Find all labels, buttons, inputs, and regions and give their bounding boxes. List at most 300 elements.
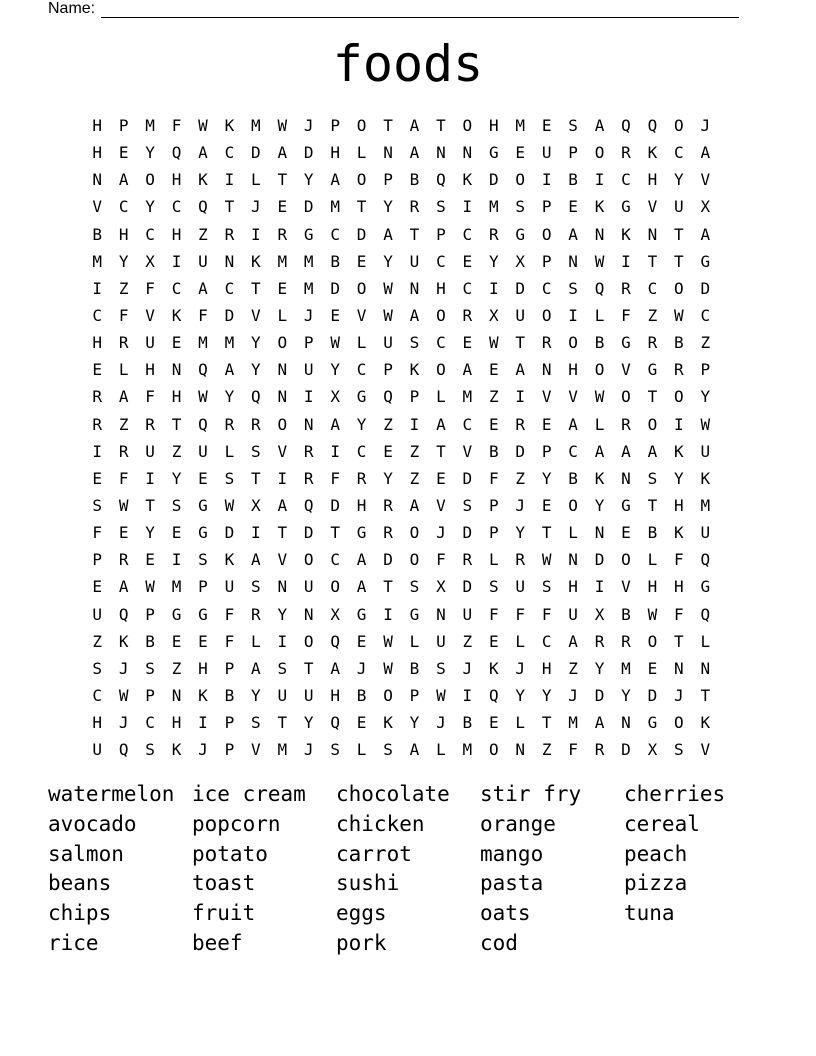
grid-letter: N xyxy=(462,143,473,163)
grid-letter: X xyxy=(700,197,711,217)
grid-letter: O xyxy=(383,685,393,705)
word-bank-item: oats xyxy=(480,901,531,926)
grid-letter: J xyxy=(436,713,446,733)
grid-letter: E xyxy=(488,414,499,434)
grid-letter: V xyxy=(462,441,473,461)
grid-letter: O xyxy=(647,631,658,651)
grid-letter: C xyxy=(462,278,473,298)
grid-letter: M xyxy=(462,387,473,407)
grid-letter: Y xyxy=(594,495,605,515)
grid-letter: X xyxy=(436,577,446,597)
grid-letter: L xyxy=(356,143,367,163)
grid-letter: D xyxy=(303,143,314,163)
word-bank-item: chips xyxy=(48,901,112,926)
grid-letter: J xyxy=(198,740,208,760)
grid-letter: I xyxy=(251,523,261,543)
grid-letter: B xyxy=(356,685,367,705)
grid-letter: C xyxy=(171,197,182,217)
grid-letter: U xyxy=(515,305,526,325)
grid-letter: C xyxy=(171,278,182,298)
grid-letter: M xyxy=(171,577,182,597)
grid-letter: S xyxy=(515,197,526,217)
grid-letter: T xyxy=(145,495,155,515)
word-bank-item: avocado xyxy=(48,811,137,836)
grid-letter: D xyxy=(330,495,340,515)
grid-letter: I xyxy=(224,170,235,190)
grid-letter: A xyxy=(700,143,711,163)
grid-letter: N xyxy=(383,143,393,163)
grid-row xyxy=(84,302,719,329)
word-bank-item: watermelon xyxy=(48,782,175,806)
grid-letter: Y xyxy=(251,333,261,353)
grid-letter: R xyxy=(462,550,473,570)
grid-letter: N xyxy=(171,685,182,705)
grid-letter: C xyxy=(145,224,155,244)
grid-letter: F xyxy=(198,305,208,325)
grid-letter: C xyxy=(541,631,552,651)
grid-letter: T xyxy=(383,577,393,597)
grid-letter: K xyxy=(700,713,711,733)
grid-letter: Z xyxy=(118,278,129,298)
grid-letter: L xyxy=(224,441,235,461)
grid-letter: M xyxy=(515,116,526,135)
grid-letter: O xyxy=(303,631,314,651)
grid-letter: L xyxy=(647,550,658,570)
grid-letter: N xyxy=(436,143,446,163)
grid-letter: N xyxy=(303,414,314,434)
grid-letter: R xyxy=(383,495,393,515)
grid-letter: S xyxy=(462,495,473,515)
grid-letter: P xyxy=(488,495,499,515)
grid-letter: F xyxy=(436,550,446,570)
grid-letter: S xyxy=(409,577,420,597)
grid-letter: R xyxy=(621,414,631,434)
grid-letter: O xyxy=(621,550,631,570)
grid-letter: B xyxy=(674,333,684,353)
grid-letter: N xyxy=(92,170,103,190)
grid-letter: Y xyxy=(277,604,288,624)
grid-letter: E xyxy=(515,143,526,163)
grid-letter: O xyxy=(621,387,631,407)
grid-letter: T xyxy=(303,658,314,678)
word-bank-item: rice xyxy=(48,930,99,955)
grid-letter: B xyxy=(330,251,340,271)
grid-letter: B xyxy=(568,468,578,488)
grid-letter: C xyxy=(436,333,446,353)
grid-letter: O xyxy=(541,224,552,244)
grid-letter: O xyxy=(356,116,367,135)
grid-letter: E xyxy=(171,523,182,543)
grid-letter: L xyxy=(568,523,578,543)
grid-letter: C xyxy=(330,224,340,244)
grid-letter: K xyxy=(198,170,208,190)
grid-letter: O xyxy=(436,360,446,380)
grid-letter: P xyxy=(568,143,578,163)
grid-letter: D xyxy=(700,278,711,298)
grid-letter: F xyxy=(92,523,103,543)
grid-letter: K xyxy=(198,685,208,705)
grid-letter: K xyxy=(674,523,684,543)
grid-letter: Z xyxy=(171,441,182,461)
grid-letter: O xyxy=(356,170,367,190)
grid-letter: H xyxy=(92,143,103,163)
grid-letter: Z xyxy=(383,414,393,434)
grid-letter: P xyxy=(409,685,420,705)
grid-letter: X xyxy=(251,495,261,515)
grid-letter: B xyxy=(621,604,631,624)
grid-letter: L xyxy=(515,713,526,733)
grid-letter: U xyxy=(383,333,393,353)
grid-letter: B xyxy=(594,333,605,353)
grid-letter: Y xyxy=(515,523,526,543)
grid-letter: U xyxy=(409,251,420,271)
grid-letter: D xyxy=(515,441,526,461)
grid-letter: Y xyxy=(145,197,155,217)
grid-letter: X xyxy=(647,740,658,760)
grid-letter: L xyxy=(594,305,605,325)
grid-letter: E xyxy=(356,251,367,271)
grid-letter: R xyxy=(277,224,288,244)
word-bank-item: pizza xyxy=(624,871,688,896)
grid-letter: V xyxy=(145,305,155,325)
grid-letter: Y xyxy=(621,685,631,705)
grid-letter: R xyxy=(541,333,552,353)
grid-letter: C xyxy=(621,170,631,190)
word-bank-item: fruit xyxy=(192,901,256,926)
grid-letter: E xyxy=(92,577,103,597)
grid-letter: T xyxy=(674,251,684,271)
grid-row xyxy=(84,383,719,410)
word-bank-item: pasta xyxy=(480,871,544,896)
grid-letter: U xyxy=(462,604,473,624)
grid-letter: M xyxy=(303,251,314,271)
name-row xyxy=(48,0,739,18)
grid-letter: K xyxy=(224,550,235,570)
grid-letter: Y xyxy=(541,468,552,488)
grid-letter: W xyxy=(198,387,208,407)
grid-letter: G xyxy=(198,495,208,515)
grid-letter: N xyxy=(515,740,526,760)
grid-letter: R xyxy=(251,414,261,434)
grid-letter: P xyxy=(541,251,552,271)
grid-letter: W xyxy=(674,305,684,325)
grid-letter: O xyxy=(488,740,499,760)
grid-letter: Q xyxy=(198,414,208,434)
grid-letter: U xyxy=(700,523,711,543)
word-bank-item: ice cream xyxy=(192,782,306,806)
grid-letter: H xyxy=(92,333,103,353)
grid-letter: Q xyxy=(621,116,631,135)
grid-letter: P xyxy=(488,523,499,543)
grid-letter: N xyxy=(621,713,631,733)
grid-letter: K xyxy=(171,305,182,325)
grid-letter: R xyxy=(515,550,526,570)
grid-letter: O xyxy=(145,170,155,190)
grid-letter: A xyxy=(118,170,129,190)
grid-letter: F xyxy=(488,468,499,488)
grid-letter: W xyxy=(224,495,235,515)
grid-letter: O xyxy=(568,495,578,515)
grid-letter: F xyxy=(515,604,526,624)
grid-letter: Q xyxy=(303,495,314,515)
grid-letter: N xyxy=(594,224,605,244)
grid-letter: A xyxy=(251,658,261,678)
grid-letter: K xyxy=(462,170,473,190)
grid-letter: D xyxy=(330,278,340,298)
grid-letter: O xyxy=(409,523,420,543)
name-label: Name: xyxy=(48,0,96,17)
grid-letter: E xyxy=(541,495,552,515)
grid-letter: V xyxy=(700,740,711,760)
grid-letter: W xyxy=(118,685,129,705)
grid-letter: C xyxy=(462,414,473,434)
grid-letter: H xyxy=(171,224,182,244)
grid-letter: E xyxy=(92,360,103,380)
grid-letter: H xyxy=(171,387,182,407)
grid-letter: V xyxy=(541,387,552,407)
grid-letter: A xyxy=(277,143,288,163)
grid-letter: X xyxy=(330,604,340,624)
grid-letter: S xyxy=(92,658,103,678)
grid-letter: B xyxy=(647,523,658,543)
grid-letter: B xyxy=(488,441,499,461)
grid-letter: R xyxy=(118,441,129,461)
grid-letter: S xyxy=(145,658,155,678)
grid-letter: C xyxy=(436,251,446,271)
grid-letter: C xyxy=(224,278,235,298)
grid-letter: T xyxy=(251,278,261,298)
grid-letter: F xyxy=(674,604,684,624)
grid-letter: F xyxy=(145,278,155,298)
grid-row xyxy=(84,275,719,302)
grid-letter: F xyxy=(224,631,235,651)
grid-row xyxy=(84,193,719,220)
grid-letter: V xyxy=(621,577,631,597)
grid-letter: O xyxy=(647,414,658,434)
grid-letter: H xyxy=(171,170,182,190)
grid-letter: J xyxy=(515,495,526,515)
grid-letter: G xyxy=(198,523,208,543)
grid-letter: O xyxy=(277,333,288,353)
grid-letter: E xyxy=(436,468,446,488)
grid-letter: Z xyxy=(409,468,420,488)
grid-letter: R xyxy=(356,468,367,488)
grid-letter: A xyxy=(330,414,340,434)
grid-letter: A xyxy=(198,278,208,298)
grid-letter: A xyxy=(330,658,340,678)
grid-letter: W xyxy=(118,495,129,515)
grid-letter: R xyxy=(594,740,605,760)
grid-letter: X xyxy=(515,251,526,271)
grid-letter: A xyxy=(409,116,420,135)
grid-letter: Z xyxy=(198,224,208,244)
grid-letter: W xyxy=(488,333,499,353)
grid-letter: C xyxy=(118,197,129,217)
grid-letter: T xyxy=(277,170,288,190)
grid-letter: D xyxy=(462,468,473,488)
grid-letter: J xyxy=(303,740,314,760)
grid-letter: R xyxy=(92,414,103,434)
grid-letter: O xyxy=(594,360,605,380)
grid-letter: U xyxy=(303,360,314,380)
grid-letter: I xyxy=(462,197,473,217)
grid-letter: Q xyxy=(198,360,208,380)
grid-letter: T xyxy=(515,333,526,353)
grid-letter: Y xyxy=(594,658,605,678)
grid-letter: C xyxy=(356,441,367,461)
grid-letter: K xyxy=(118,631,129,651)
grid-letter: R xyxy=(383,523,393,543)
grid-letter: T xyxy=(383,116,393,135)
grid-letter: K xyxy=(409,360,420,380)
grid-letter: U xyxy=(541,143,552,163)
grid-letter: D xyxy=(515,278,526,298)
grid-letter: H xyxy=(198,658,208,678)
grid-letter: A xyxy=(409,495,420,515)
grid-letter: E xyxy=(92,468,103,488)
grid-letter: W xyxy=(145,577,155,597)
grid-letter: G xyxy=(647,360,658,380)
word-bank-item: mango xyxy=(480,841,544,866)
grid-letter: V xyxy=(356,305,367,325)
grid-letter: B xyxy=(92,224,103,244)
grid-letter: P xyxy=(383,170,393,190)
grid-letter: Z xyxy=(488,387,499,407)
grid-letter: D xyxy=(303,523,314,543)
grid-letter: U xyxy=(303,577,314,597)
grid-letter: I xyxy=(383,604,393,624)
grid-letter: L xyxy=(515,631,526,651)
grid-letter: Y xyxy=(383,251,393,271)
grid-letter: M xyxy=(700,495,711,515)
grid-letter: F xyxy=(568,740,578,760)
grid-letter: G xyxy=(515,224,526,244)
grid-letter: Z xyxy=(515,468,526,488)
grid-letter: Y xyxy=(251,685,261,705)
grid-letter: N xyxy=(541,360,552,380)
grid-letter: I xyxy=(621,251,631,271)
grid-letter: J xyxy=(356,658,367,678)
word-bank-item: chicken xyxy=(336,811,425,836)
grid-letter: G xyxy=(700,251,711,271)
grid-letter: Y xyxy=(145,143,155,163)
grid-letter: V xyxy=(436,495,446,515)
grid-letter: G xyxy=(198,604,208,624)
grid-letter: T xyxy=(436,441,446,461)
grid-letter: E xyxy=(488,713,499,733)
grid-row xyxy=(84,546,719,573)
grid-letter: K xyxy=(594,197,605,217)
grid-letter: S xyxy=(277,658,288,678)
grid-letter: E xyxy=(541,414,552,434)
grid-letter: P xyxy=(330,116,340,135)
grid-letter: P xyxy=(541,197,552,217)
grid-letter: U xyxy=(92,604,103,624)
grid-letter: G xyxy=(303,224,314,244)
grid-letter: Y xyxy=(541,685,552,705)
word-bank-item: popcorn xyxy=(192,811,281,836)
grid-letter: X xyxy=(488,305,499,325)
grid-letter: N xyxy=(277,360,288,380)
grid-letter: T xyxy=(647,495,658,515)
grid-letter: P xyxy=(383,360,393,380)
grid-letter: R xyxy=(303,441,314,461)
grid-letter: W xyxy=(436,685,446,705)
grid-letter: O xyxy=(277,414,288,434)
grid-letter: A xyxy=(330,170,340,190)
grid-letter: Y xyxy=(303,170,314,190)
grid-letter: L xyxy=(436,740,446,760)
grid-letter: I xyxy=(277,631,288,651)
grid-letter: E xyxy=(277,278,288,298)
grid-letter: H xyxy=(92,713,103,733)
grid-letter: A xyxy=(436,414,446,434)
grid-letter: Z xyxy=(700,333,711,353)
grid-letter: Y xyxy=(118,251,129,271)
grid-letter: G xyxy=(647,713,658,733)
grid-letter: A xyxy=(277,495,288,515)
grid-letter: W xyxy=(700,414,711,434)
grid-letter: S xyxy=(541,577,552,597)
grid-letter: D xyxy=(647,685,658,705)
grid-letter: I xyxy=(674,414,684,434)
grid-letter: A xyxy=(647,441,658,461)
grid-letter: C xyxy=(700,305,711,325)
grid-letter: K xyxy=(383,713,393,733)
page-title: foods xyxy=(332,35,484,93)
word-bank xyxy=(48,780,768,959)
grid-letter: O xyxy=(568,333,578,353)
grid-letter: H xyxy=(647,577,658,597)
grid-letter: U xyxy=(145,333,155,353)
word-bank-item: stir fry xyxy=(480,782,582,806)
grid-letter: M xyxy=(277,251,288,271)
grid-letter: V xyxy=(621,360,631,380)
grid-letter: W xyxy=(594,251,605,271)
grid-letter: A xyxy=(251,550,261,570)
grid-letter: I xyxy=(462,685,473,705)
word-bank-item: pork xyxy=(336,930,387,955)
grid-letter: G xyxy=(621,333,631,353)
grid-letter: K xyxy=(621,224,631,244)
grid-letter: H xyxy=(118,224,129,244)
grid-letter: J xyxy=(303,116,314,135)
grid-letter: M xyxy=(488,197,499,217)
grid-letter: W xyxy=(383,278,393,298)
grid-letter: D xyxy=(621,740,631,760)
grid-letter: Q xyxy=(436,170,446,190)
grid-letter: Z xyxy=(568,658,578,678)
grid-letter: J xyxy=(674,685,684,705)
grid-letter: I xyxy=(198,713,208,733)
grid-letter: A xyxy=(568,224,578,244)
grid-letter: Z xyxy=(171,658,182,678)
grid-letter: Y xyxy=(303,713,314,733)
grid-letter: Z xyxy=(647,305,658,325)
grid-letter: D xyxy=(462,577,473,597)
grid-letter: R xyxy=(145,414,155,434)
grid-letter: T xyxy=(171,414,182,434)
grid-letter: S xyxy=(251,713,261,733)
grid-letter: Y xyxy=(674,170,684,190)
grid-letter: Z xyxy=(541,740,552,760)
grid-letter: R xyxy=(251,604,261,624)
grid-letter: Y xyxy=(356,414,367,434)
grid-letter: Q xyxy=(171,143,182,163)
grid-row xyxy=(84,519,719,546)
grid-letter: H xyxy=(330,685,340,705)
grid-letter: H xyxy=(674,495,684,515)
